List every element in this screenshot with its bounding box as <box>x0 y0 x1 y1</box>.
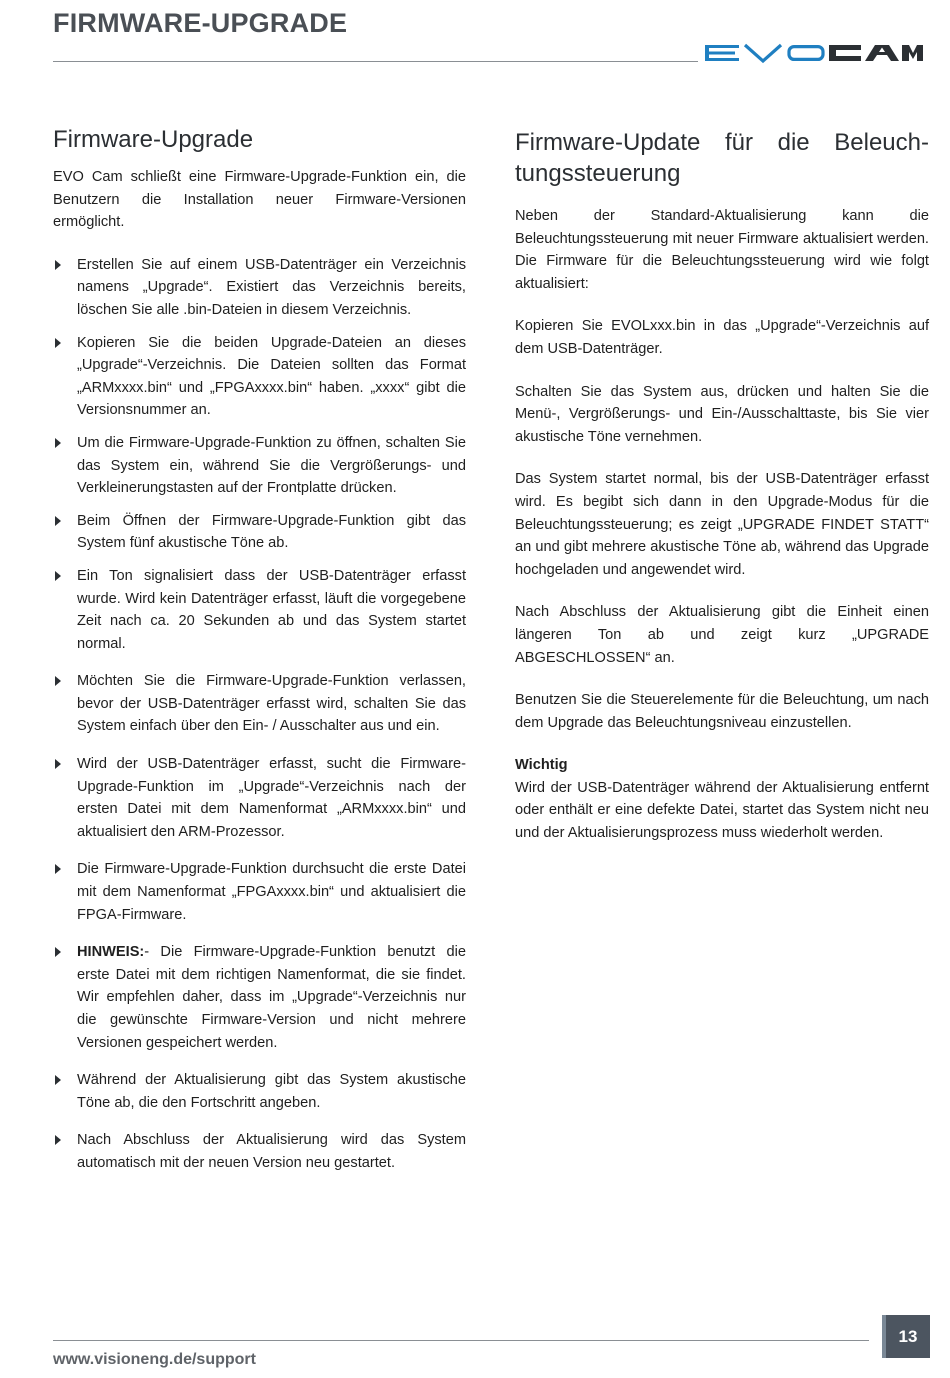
logo-letter-o <box>789 47 823 60</box>
list-item-text: Die Firmware-Upgrade-Funktion durchsucht die erste Datei mit dem Namenformat „FPGAxxxx.bin“ und aktualisiert die FPGA-Firmware. <box>77 861 466 923</box>
list-item <box>53 332 466 422</box>
page-header-title: FIRMWARE-UPGRADE <box>53 8 348 38</box>
bullet-arrow-icon <box>55 947 61 957</box>
important-label: Wichtig <box>515 757 568 774</box>
bullet-arrow-icon <box>55 260 61 270</box>
list-item-text: Beim Öffnen der Firmware-Upgrade-Funktion gibt das System fünf akustische Töne ab. <box>77 512 466 552</box>
lighting-update-heading: Firmware-Update für die Beleuchtungssteuerung <box>515 129 929 187</box>
list-item <box>53 1069 466 1114</box>
note-item <box>53 941 466 1054</box>
bullet-arrow-icon <box>55 864 61 874</box>
bullet-arrow-icon <box>55 571 61 581</box>
logo-letter-v <box>745 45 781 61</box>
list-item <box>53 1129 466 1174</box>
footer-divider <box>53 1340 869 1341</box>
intro-paragraph: EVO Cam schließt eine Firmware-Upgrade-Funktion ein, die Benutzern die Installation neuer Firmware-Versionen ermöglicht. <box>53 169 466 231</box>
list-item <box>53 432 466 500</box>
list-item <box>53 858 466 926</box>
logo-letter-e <box>705 45 739 61</box>
paragraph: Neben der Standard-Aktualisierung kann die Beleuchtungssteuerung mit neuer Firmware aktualisiert werden. Die Firmware für die Beleuchtungssteuerung wird wie folgt aktualisiert: <box>515 208 929 292</box>
bullet-arrow-icon <box>55 438 61 448</box>
header-divider <box>53 61 698 62</box>
list-item <box>53 565 466 655</box>
note-label: HINWEIS: <box>77 944 145 961</box>
bullet-arrow-icon <box>55 338 61 348</box>
list-item <box>53 510 466 555</box>
bullet-arrow-icon <box>55 1135 61 1145</box>
firmware-upgrade-heading: Firmware-Upgrade <box>53 126 254 153</box>
list-item <box>53 254 466 322</box>
list-item-text: Um die Firmware-Upgrade-Funktion zu öffnen, schalten Sie das System ein, während Sie die Vergrößerungs- und Verkleinerungstasten auf der Frontplatte drücken. <box>77 434 466 497</box>
important-text: Wird der USB-Datenträger während der Aktualisierung entfernt oder enthält er eine defekte Datei, startet das System nicht neu und der Aktualisierungsprozess muss wiederholt werden. <box>515 779 929 842</box>
list-item-text: Wird der USB-Datenträger erfasst, sucht die Firmware-Upgrade-Funktion im „Upgrade“-Verzeichnis nach der ersten Datei mit dem Namenformat „ARMxxxx.bin“ und aktualisiert den ARM-Prozessor. <box>77 756 466 840</box>
list-item <box>53 753 466 843</box>
bullet-arrow-icon <box>55 676 61 686</box>
list-item-text: Nach Abschluss der Aktualisierung wird das System automatisch mit der neuen Version neu gestartet. <box>77 1132 466 1171</box>
list-item-text: Während der Aktualisierung gibt das System akustische Töne ab, die den Fortschritt angeben. <box>77 1072 466 1111</box>
paragraph: Benutzen Sie die Steuerelemente für die Beleuchtung, um nach dem Upgrade das Beleuchtungsniveau einzustellen. <box>515 692 929 731</box>
bullet-arrow-icon <box>55 1075 61 1085</box>
paragraph: Das System startet normal, bis der USB-Datenträger erfasst wird. Es begibt sich dann in den Upgrade-Modus für die Beleuchtungssteuerung; es zeigt „UPGRADE FINDET STATT“ an und gibt mehrere akustische Töne ab, während das Upgrade hochgeladen und angewendet wird. <box>515 471 929 578</box>
page-number: 13 <box>886 1315 930 1358</box>
bullet-arrow-icon <box>55 759 61 769</box>
list-item-text: Kopieren Sie die beiden Upgrade-Dateien an dieses „Upgrade“-Verzeichnis. Die Dateien sollten das Format „ARMxxxx.bin“ und „FPGAxxxx.bin“ haben. „xxxx“ gibt die Versionsnummer an. <box>77 334 466 419</box>
note-text: - Die Firmware-Upgrade-Funktion benutzt die erste Datei mit dem richtigen Namenformat, die sie findet. Wir empfehlen daher, dass im „Upgrade“-Verzeichnis nur die gewünschte Firmware-Version und nicht mehrere Versionen gespeichert werden. <box>77 944 466 1051</box>
left-column <box>53 124 466 1190</box>
bullet-arrow-icon <box>55 516 61 526</box>
paragraph: Kopieren Sie EVOLxxx.bin in das „Upgrade“-Verzeichnis auf dem USB-Datenträger. <box>515 318 929 357</box>
footer-url[interactable]: www.visioneng.de/support <box>53 1351 256 1368</box>
list-item-text: Möchten Sie die Firmware-Upgrade-Funktion verlassen, bevor der USB-Datenträger erfasst wird, schalten Sie das System einfach über den Ein- / Ausschalter aus und ein. <box>77 673 466 735</box>
evocam-logo <box>703 42 923 64</box>
paragraph: Schalten Sie das System aus, drücken und halten Sie die Menü-, Vergrößerungs- und Ein-/Ausschalttaste, bis Sie vier akustische Töne vernehmen. <box>515 383 929 445</box>
list-item <box>53 670 466 738</box>
logo-letters-cam <box>829 45 923 61</box>
paragraph: Nach Abschluss der Aktualisierung gibt die Einheit einen längeren Ton ab und zeigt kurz „UPGRADE ABGESCHLOSSEN“ an. <box>515 604 929 666</box>
upgrade-steps-list <box>53 254 466 1175</box>
right-column <box>515 127 929 865</box>
list-item-text: Ein Ton signalisiert dass der USB-Datenträger erfasst wurde. Wird kein Datenträger erfasst, läuft die vorgegebene Zeit nach ca. 20 Sekunden ab und das System startet normal. <box>77 567 466 652</box>
list-item-text: Erstellen Sie auf einem USB-Datenträger ein Verzeichnis namens „Upgrade“. Existiert das Verzeichnis bereits, löschen Sie alle .bin-Dateien in diesem Verzeichnis. <box>77 256 466 318</box>
